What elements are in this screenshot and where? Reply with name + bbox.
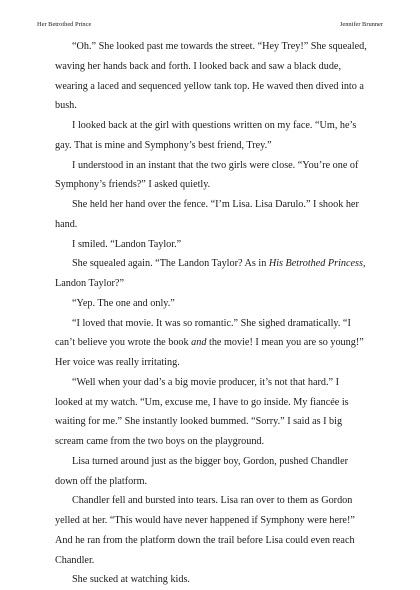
book-title-italic: His Betrothed Princess, bbox=[268, 258, 366, 270]
paragraph: Lisa turned around just as the bigger boy, Gordon, pushed Chandler down off the platform. bbox=[55, 455, 349, 487]
paragraph: “Yep. The one and only.” bbox=[72, 297, 175, 309]
paragraph: She squealed again. “The Landon Taylor? As in His Betrothed Princess, Landon Taylor?” bbox=[55, 258, 366, 289]
paragraph: She held her hand over the fence. “I’m Lisa. Lisa Darulo.” I shook her hand. bbox=[55, 199, 359, 230]
header-book-title: Her Betrothed Prince bbox=[37, 21, 92, 28]
paragraph: “Oh.” She looked past me towards the street. “Hey Trey!” She squealed, waving her hands back and forth. I looked back and saw a black dude, wearing a laced and sequenced yellow tank top. He waved then dived into a bush. bbox=[55, 41, 367, 112]
paragraph: I understood in an instant that the two girls were close. “You’re one of Symphony’s friends?” I asked quietly. bbox=[55, 159, 359, 191]
header-author: Jennifer Brunner bbox=[339, 21, 383, 28]
paragraph: “I loved that movie. It was so romantic.” She sighed dramatically. “I can’t believe you wrote the book and the movie! I mean you are so young!” Her voice was really irritating. bbox=[55, 317, 364, 368]
paragraph: Chandler fell and bursted into tears. Lisa ran over to them as Gordon yelled at her. “This would have never happened if Symphony were here!” And he ran from the platform down the trail before Lisa could even reach Chandler. bbox=[55, 495, 355, 566]
body-text bbox=[55, 37, 367, 590]
paragraph: I looked back at the girl with questions written on my face. “Um, he’s gay. That is mine and Symphony’s best friend, Trey.” bbox=[55, 120, 357, 151]
paragraph: She sucked at watching kids. bbox=[72, 574, 190, 586]
emphasis-italic: and bbox=[191, 337, 207, 349]
paragraph: I smiled. “Landon Taylor.” bbox=[72, 238, 182, 250]
running-header bbox=[37, 21, 383, 28]
paragraph: “Well when your dad’s a big movie producer, it’s not that hard.” I looked at my watch. “Um, excuse me, I have to go inside. My fiancée is waiting for me.” She instantly looked bummed. “Sorry.” I said as I big scream came from the two boys on the playground. bbox=[55, 376, 349, 447]
